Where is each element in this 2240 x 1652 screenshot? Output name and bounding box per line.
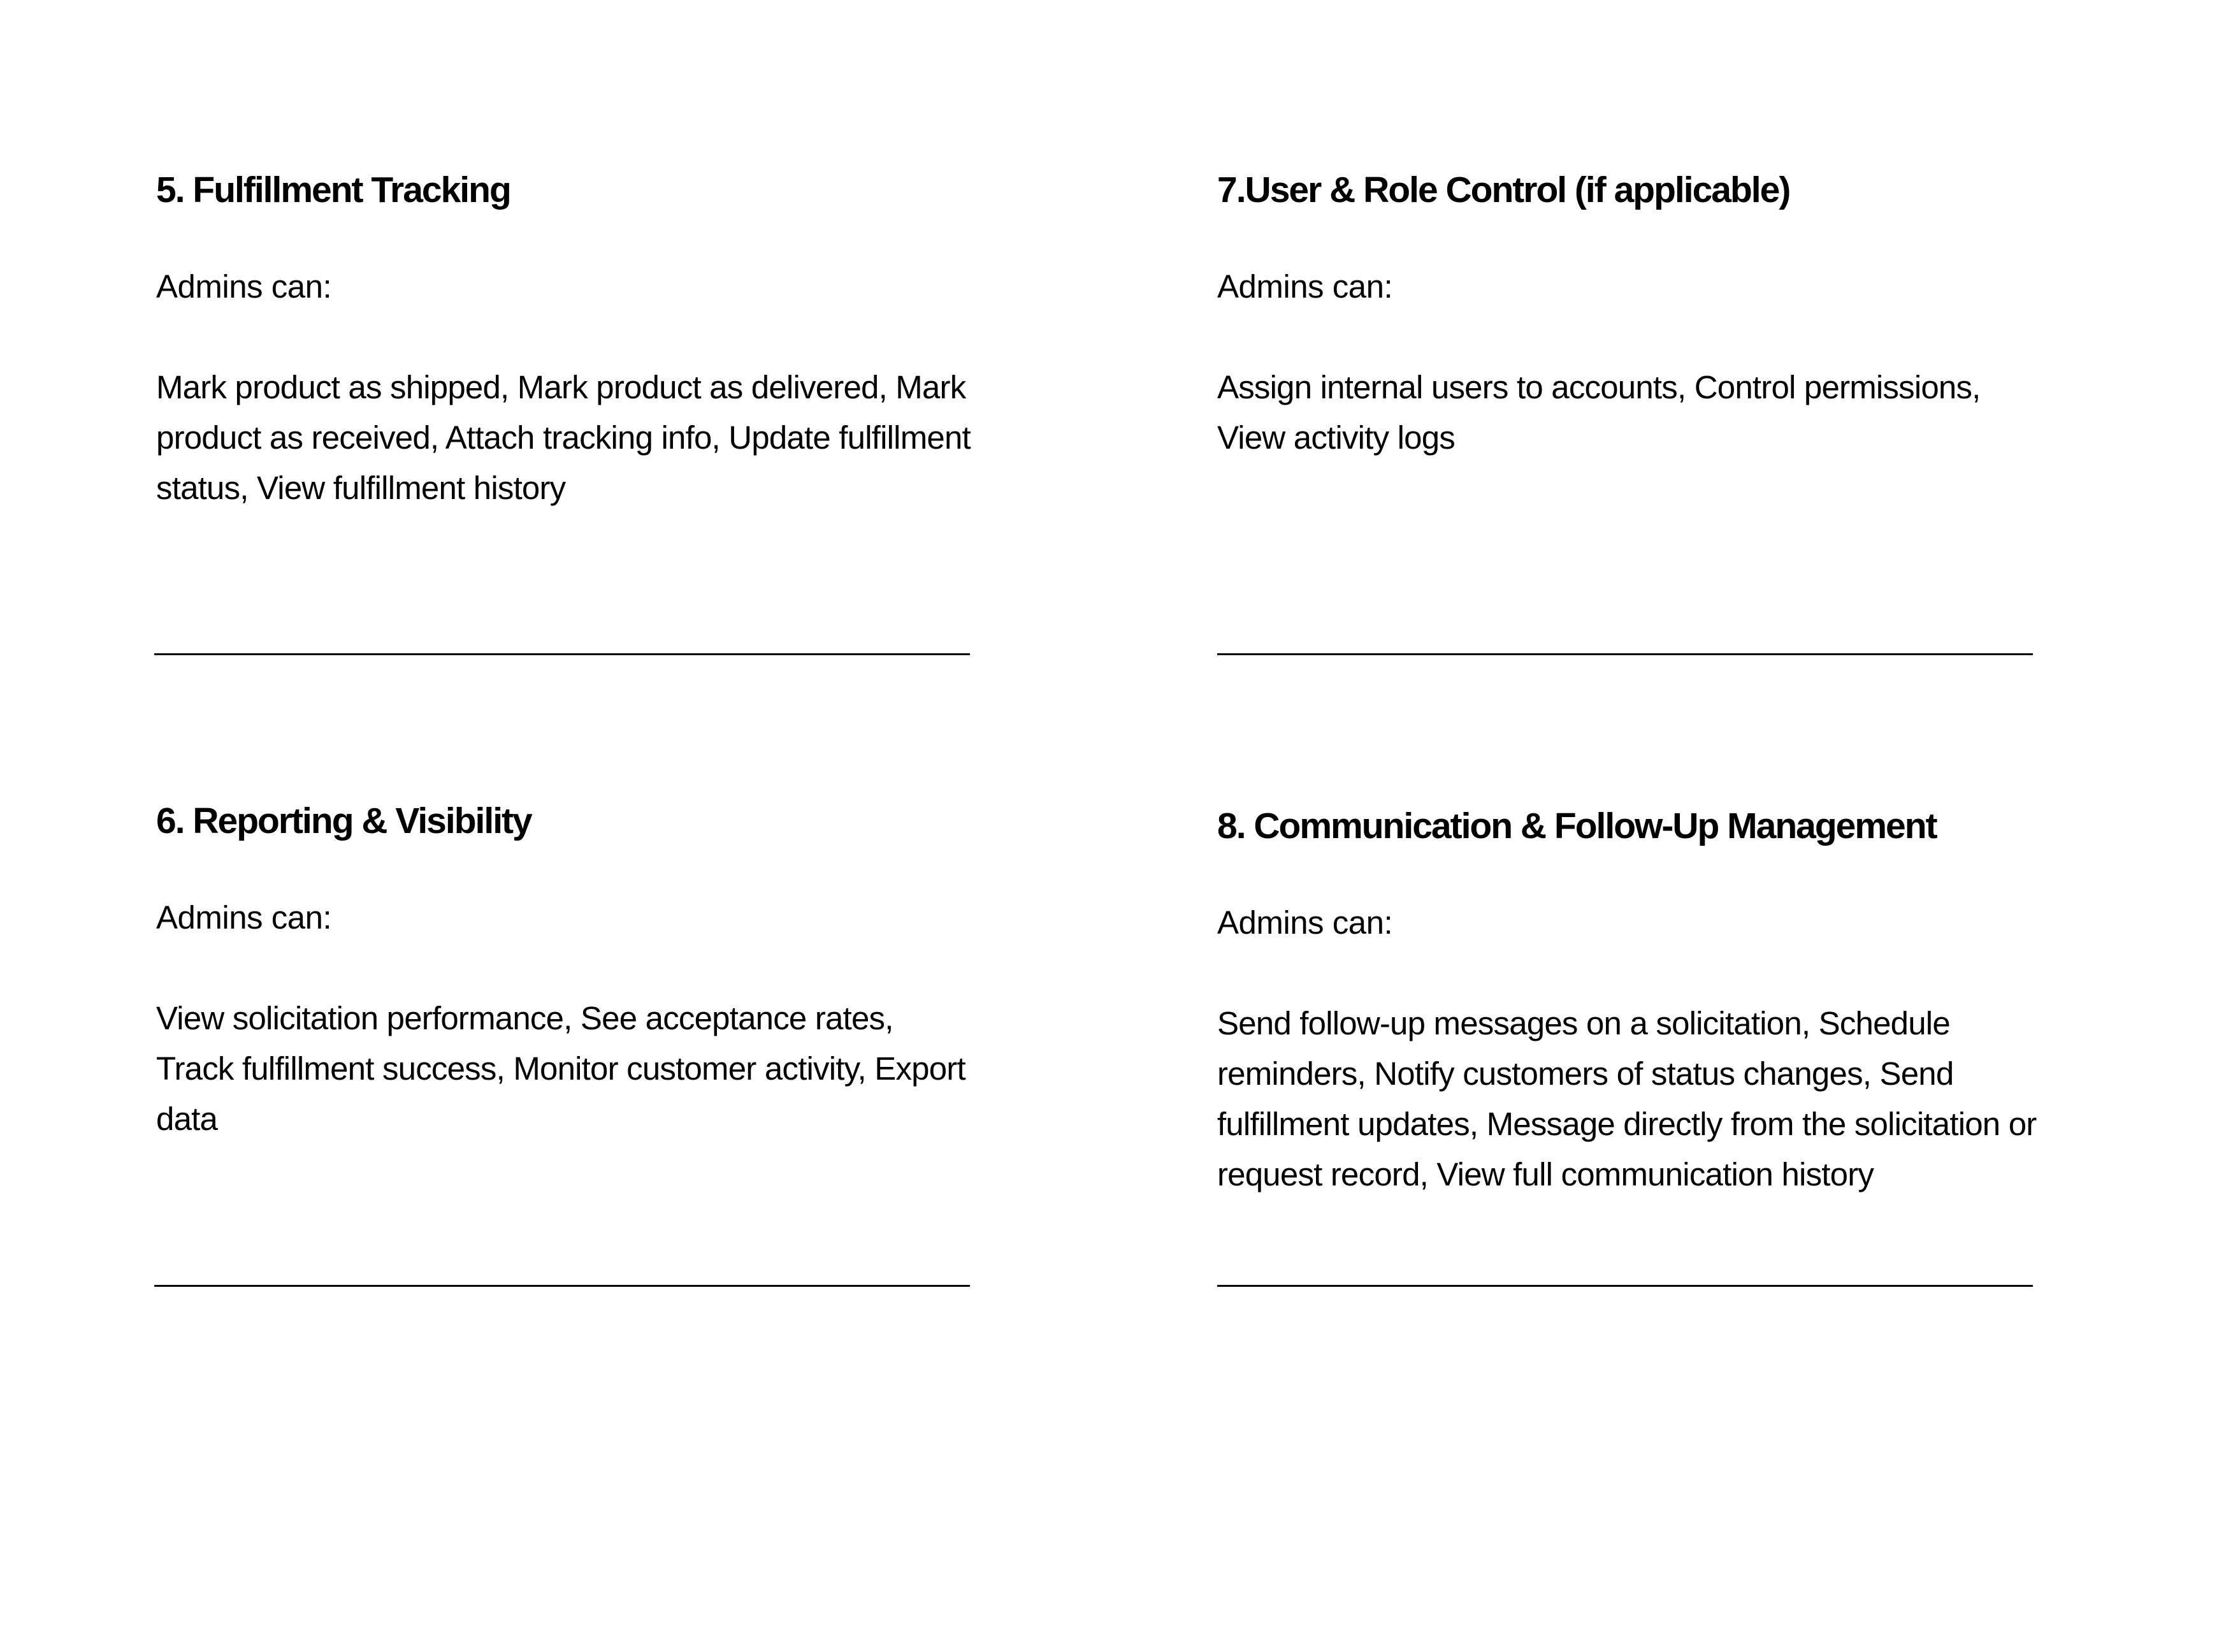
- section-divider: [154, 1285, 970, 1287]
- section-body: View solicitation performance, See acceptance rates, Track fulfillment success, Monitor customer activity, Export data: [156, 1000, 965, 1137]
- section-body: Send follow-up messages on a solicitation, Schedule reminders, Notify customers of status changes, Send fulfillment updates, Message directly from the solicitation or request record, View full communication history: [1217, 1005, 2037, 1192]
- section-body: Assign internal users to accounts, Control permissions, View activity logs: [1217, 369, 1981, 456]
- section-divider: [1217, 1285, 2033, 1287]
- section-reporting-visibility: [156, 795, 978, 1144]
- section-user-role-control: [1217, 164, 2039, 463]
- section-body: Mark product as shipped, Mark product as delivered, Mark product as received, Attach tracking info, Update fulfillment status, View fulfillment history: [156, 369, 971, 506]
- section-title: 7.User & Role Control (if applicable): [1217, 170, 1790, 210]
- section-fulfillment-tracking: [156, 164, 978, 513]
- section-divider: [154, 653, 970, 655]
- section-lead: Admins can:: [1217, 268, 1393, 305]
- section-title: 6. Reporting & Visibility: [156, 801, 531, 841]
- section-lead: Admins can:: [156, 268, 332, 305]
- section-title: 8. Communication & Follow-Up Management: [1217, 806, 1937, 846]
- section-communication-follow-up: [1217, 801, 2039, 1199]
- section-lead: Admins can:: [1217, 904, 1393, 941]
- section-divider: [1217, 653, 2033, 655]
- section-title: 5. Fulfillment Tracking: [156, 170, 510, 210]
- section-lead: Admins can:: [156, 899, 332, 936]
